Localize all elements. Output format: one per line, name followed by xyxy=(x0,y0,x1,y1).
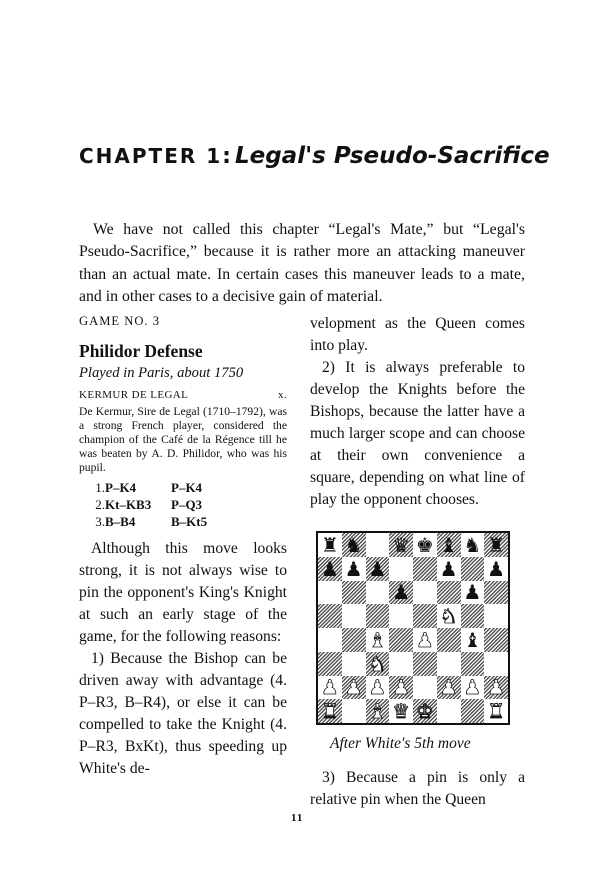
board-square xyxy=(342,676,366,700)
white-move: Kt–KB3 xyxy=(105,497,152,512)
white-pawn-icon: ♟ xyxy=(344,675,363,700)
board-square xyxy=(342,628,366,652)
game-number: GAME NO. 3 xyxy=(79,314,161,328)
board-square xyxy=(484,604,508,628)
left-paragraph-1: Although this move looks strong, it is not always wise to pin the opponent's King's Knight at such an early stage of the game, for the following reasons: xyxy=(79,540,287,645)
black-pawn-icon: ♟ xyxy=(344,556,363,581)
board-square xyxy=(318,676,342,700)
board-square xyxy=(461,533,485,557)
black-pawn-icon: ♟ xyxy=(439,556,458,581)
board-square xyxy=(461,652,485,676)
board-square xyxy=(366,628,390,652)
white-knight-icon: ♞ xyxy=(439,604,458,629)
white-pawn-icon: ♟ xyxy=(415,627,434,652)
board-square xyxy=(437,652,461,676)
black-knight-icon: ♞ xyxy=(463,532,482,557)
black-move: P–Q3 xyxy=(171,497,203,512)
chapter-title: Legal's Pseudo-Sacrifice xyxy=(234,143,550,169)
move-number: 3. xyxy=(95,514,105,529)
board-square xyxy=(389,533,413,557)
board-square xyxy=(437,581,461,605)
board-square xyxy=(413,628,437,652)
board-square xyxy=(413,533,437,557)
board-square xyxy=(318,699,342,723)
move-number: 1. xyxy=(95,480,105,495)
chess-diagram xyxy=(316,531,510,725)
board-square xyxy=(413,676,437,700)
diagram-caption: After White's 5th move xyxy=(330,735,471,752)
board-square xyxy=(437,533,461,557)
board-square xyxy=(437,699,461,723)
white-pawn-icon: ♟ xyxy=(463,675,482,700)
right-column xyxy=(310,313,525,811)
board-square xyxy=(366,604,390,628)
board-square xyxy=(389,557,413,581)
board-square xyxy=(342,557,366,581)
white-pawn-icon: ♟ xyxy=(392,675,411,700)
board-square xyxy=(461,557,485,581)
board-square xyxy=(437,557,461,581)
white-pawn-icon: ♟ xyxy=(439,675,458,700)
black-move: B–Kt5 xyxy=(171,514,208,529)
board-square xyxy=(413,604,437,628)
board-square xyxy=(413,557,437,581)
board-square xyxy=(461,604,485,628)
board-square xyxy=(413,652,437,676)
board-square xyxy=(461,581,485,605)
board-square xyxy=(484,557,508,581)
left-column xyxy=(79,313,287,780)
board-square xyxy=(318,604,342,628)
board-square xyxy=(366,581,390,605)
chess-board xyxy=(318,533,508,723)
board-square xyxy=(389,628,413,652)
white-move: P–K4 xyxy=(105,480,137,495)
board-square xyxy=(366,676,390,700)
black-rook-icon: ♜ xyxy=(320,532,339,557)
move-number: 2. xyxy=(95,497,105,512)
move-row xyxy=(91,496,207,513)
chapter-label: CHAPTER 1 xyxy=(79,144,223,168)
board-square xyxy=(413,581,437,605)
black-pawn-icon: ♟ xyxy=(463,580,482,605)
white-bishop-icon: ♝ xyxy=(368,627,387,652)
opening-name: Philidor Defense xyxy=(79,341,203,361)
board-square xyxy=(484,581,508,605)
board-square xyxy=(484,699,508,723)
chapter-heading xyxy=(79,143,550,169)
board-square xyxy=(366,652,390,676)
board-square xyxy=(366,533,390,557)
black-bishop-icon: ♝ xyxy=(439,532,458,557)
black-king-icon: ♚ xyxy=(415,532,434,557)
board-square xyxy=(461,628,485,652)
chapter-colon: : xyxy=(222,144,231,169)
black-rook-icon: ♜ xyxy=(487,532,506,557)
board-square xyxy=(484,652,508,676)
board-square xyxy=(389,699,413,723)
board-square xyxy=(484,533,508,557)
black-pawn-icon: ♟ xyxy=(320,556,339,581)
white-queen-icon: ♛ xyxy=(392,699,411,724)
board-square xyxy=(342,581,366,605)
right-paragraph-2: 2) It is always preferable to develop the Knights before the Bishops, because the latter have a much larger scope and can choose at their own convenience a square, depending on what line of play the opponent chooses. xyxy=(310,359,525,508)
black-pawn-icon: ♟ xyxy=(368,556,387,581)
black-move: P–K4 xyxy=(171,480,203,495)
white-pawn-icon: ♟ xyxy=(368,675,387,700)
board-square xyxy=(318,652,342,676)
white-bishop-icon: ♝ xyxy=(368,699,387,724)
board-square xyxy=(389,676,413,700)
white-knight-icon: ♞ xyxy=(368,651,387,676)
black-knight-icon: ♞ xyxy=(344,532,363,557)
white-rook-icon: ♜ xyxy=(487,699,506,724)
board-square xyxy=(389,581,413,605)
board-square xyxy=(484,628,508,652)
black-pawn-icon: ♟ xyxy=(392,580,411,605)
board-square xyxy=(437,676,461,700)
page-number: 11 xyxy=(291,812,304,824)
white-player: KERMUR DE LEGAL xyxy=(79,389,189,401)
board-square xyxy=(437,628,461,652)
player-bio: De Kermur, Sire de Legal (1710–1792), was a strong French player, considered the champion of the Café de la Régence till he was beaten by A. D. Philidor, who was his pupil. xyxy=(79,405,287,474)
white-king-icon: ♚ xyxy=(415,699,434,724)
board-square xyxy=(342,604,366,628)
black-player: x. xyxy=(277,389,287,401)
black-queen-icon: ♛ xyxy=(392,532,411,557)
board-square xyxy=(484,676,508,700)
board-square xyxy=(437,604,461,628)
board-square xyxy=(318,533,342,557)
intro-paragraph: We have not called this chapter “Legal's Mate,” but “Legal's Pseudo-Sacrifice,” because it is rather more an attacking maneuver than an actual mate. In certain cases this maneuver leads to a mate, and in other cases to a decisive gain of material. xyxy=(79,221,525,306)
board-square xyxy=(461,699,485,723)
board-square xyxy=(366,557,390,581)
board-square xyxy=(342,699,366,723)
played-info: Played in Paris, about 1750 xyxy=(79,365,244,381)
board-square xyxy=(318,557,342,581)
black-pawn-icon: ♟ xyxy=(487,556,506,581)
black-bishop-icon: ♝ xyxy=(463,627,482,652)
players-line xyxy=(79,387,287,403)
right-paragraph-3: 3) Because a pin is only a relative pin when the Queen xyxy=(310,769,525,808)
right-paragraph-0: velopment as the Queen comes into play. xyxy=(310,315,525,354)
white-rook-icon: ♜ xyxy=(320,699,339,724)
white-pawn-icon: ♟ xyxy=(487,675,506,700)
white-move: B–B4 xyxy=(105,514,136,529)
board-square xyxy=(342,652,366,676)
board-square xyxy=(366,699,390,723)
move-row xyxy=(91,513,207,530)
moves-table xyxy=(91,479,207,530)
board-square xyxy=(389,652,413,676)
white-pawn-icon: ♟ xyxy=(320,675,339,700)
board-square xyxy=(318,628,342,652)
left-paragraph-2: 1) Because the Bishop can be driven away with advantage (4. P–R3, B–R4), or else it can be compelled to take the Knight (4. P–R3, BxKt), thus speeding up White's de- xyxy=(79,650,287,777)
board-square xyxy=(461,676,485,700)
board-square xyxy=(342,533,366,557)
board-square xyxy=(413,699,437,723)
board-square xyxy=(318,581,342,605)
move-row xyxy=(91,479,207,496)
board-square xyxy=(389,604,413,628)
